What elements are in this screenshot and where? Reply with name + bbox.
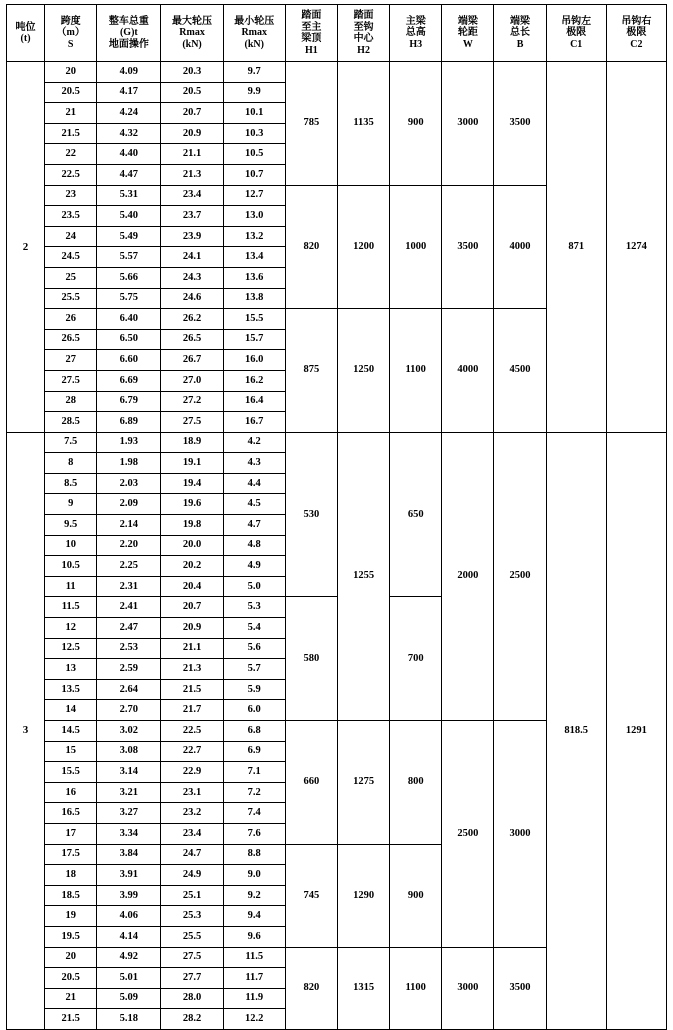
cell-rmin: 13.6 [223,267,285,288]
cell-rmax: 23.9 [161,226,223,247]
cell-h2: 1255 [337,432,389,720]
cell-span: 18 [45,865,97,886]
cell-weight: 5.18 [97,1009,161,1030]
cell-h3: 900 [390,844,442,947]
cell-rmax: 26.5 [161,329,223,350]
cell-weight: 5.57 [97,247,161,268]
cell-rmax: 25.1 [161,885,223,906]
cell-weight: 4.47 [97,164,161,185]
cell-h3: 1100 [390,947,442,1029]
cell-weight: 6.40 [97,309,161,330]
cell-rmin: 10.1 [223,103,285,124]
column-header-line: W [462,38,473,50]
cell-span: 9 [45,494,97,515]
column-header-h3 [390,5,442,62]
cell-span: 8 [45,453,97,474]
cell-weight: 3.08 [97,741,161,762]
column-header-line: 吊钩左 [561,15,592,27]
cell-h1: 875 [285,309,337,433]
cell-span: 21.5 [45,1009,97,1030]
cell-weight: 3.84 [97,844,161,865]
cell-span: 21.5 [45,123,97,144]
cell-span: 17 [45,823,97,844]
column-header-line: 总高 [405,27,426,39]
cell-weight: 1.98 [97,453,161,474]
cell-h3: 650 [390,432,442,597]
header-row [7,5,667,62]
cell-rmin: 13.4 [223,247,285,268]
column-header-line: 地面操作 [108,38,149,50]
cell-tonnage: 3 [7,432,45,1029]
cell-rmax: 27.0 [161,370,223,391]
cell-weight: 4.06 [97,906,161,927]
cell-rmin: 16.0 [223,350,285,371]
cell-rmin: 13.2 [223,226,285,247]
cell-span: 27.5 [45,370,97,391]
column-header-line: 至钩 [353,21,374,33]
cell-rmin: 4.8 [223,535,285,556]
cell-rmax: 25.3 [161,906,223,927]
cell-rmin: 9.4 [223,906,285,927]
cell-rmin: 16.2 [223,370,285,391]
cell-h2: 1250 [337,309,389,433]
cell-rmin: 10.7 [223,164,285,185]
cell-rmin: 12.7 [223,185,285,206]
cell-span: 19 [45,906,97,927]
column-header-line: 主梁 [405,15,426,27]
cell-rmax: 20.7 [161,597,223,618]
column-header-line: 端梁 [510,15,531,27]
cell-span: 8.5 [45,473,97,494]
cell-weight: 3.99 [97,885,161,906]
cell-span: 25.5 [45,288,97,309]
column-header-line: 梁顶 [301,33,322,44]
cell-weight: 3.27 [97,803,161,824]
column-header-rmin [223,5,285,62]
column-header-line: Rmax [179,27,205,39]
cell-weight: 3.34 [97,823,161,844]
cell-h3: 1100 [390,309,442,433]
cell-rmin: 16.4 [223,391,285,412]
cell-w: 2000 [442,432,494,720]
cell-w: 3000 [442,947,494,1029]
cell-weight: 3.21 [97,782,161,803]
column-header-c2 [606,5,666,62]
cell-weight: 5.31 [97,185,161,206]
column-header-line: C1 [570,38,583,50]
cell-h2: 1275 [337,721,389,845]
column-header-line: Rmax [241,27,268,39]
cell-rmax: 19.1 [161,453,223,474]
column-header-line: 极限 [626,27,647,39]
cell-b: 2500 [494,432,546,720]
cell-weight: 4.24 [97,103,161,124]
cell-rmin: 16.7 [223,412,285,433]
cell-rmax: 21.3 [161,659,223,680]
column-header-line: （m） [56,27,85,39]
cell-weight: 5.09 [97,988,161,1009]
cell-rmax: 20.0 [161,535,223,556]
cell-w: 2500 [442,721,494,948]
cell-rmin: 4.7 [223,515,285,536]
cell-weight: 4.14 [97,926,161,947]
cell-weight: 6.79 [97,391,161,412]
cell-rmax: 20.2 [161,556,223,577]
cell-weight: 4.32 [97,123,161,144]
column-header-weight [97,5,161,62]
column-header-line: 踏面 [301,10,322,21]
cell-c1: 871 [546,62,606,433]
column-header-line: H3 [409,38,423,50]
cell-weight: 1.93 [97,432,161,453]
cell-rmax: 25.5 [161,926,223,947]
cell-rmax: 23.7 [161,206,223,227]
cell-rmax: 21.5 [161,679,223,700]
cell-weight: 3.91 [97,865,161,886]
cell-weight: 2.09 [97,494,161,515]
cell-rmax: 20.3 [161,62,223,83]
cell-rmin: 15.7 [223,329,285,350]
cell-rmin: 4.4 [223,473,285,494]
column-header-b [494,5,546,62]
cell-rmin: 10.5 [223,144,285,165]
cell-rmin: 7.1 [223,762,285,783]
cell-rmax: 27.5 [161,412,223,433]
cell-rmin: 11.5 [223,947,285,968]
cell-rmax: 21.3 [161,164,223,185]
cell-rmax: 22.7 [161,741,223,762]
cell-span: 25 [45,267,97,288]
cell-weight: 2.20 [97,535,161,556]
cell-rmax: 24.6 [161,288,223,309]
cell-span: 20.5 [45,82,97,103]
cell-rmax: 18.9 [161,432,223,453]
cell-rmax: 20.5 [161,82,223,103]
cell-rmin: 5.3 [223,597,285,618]
cell-rmin: 4.9 [223,556,285,577]
column-header-line: 轮距 [457,27,478,39]
cell-span: 24.5 [45,247,97,268]
cell-span: 27 [45,350,97,371]
cell-span: 26 [45,309,97,330]
cell-weight: 4.92 [97,947,161,968]
cell-span: 28.5 [45,412,97,433]
cell-span: 10.5 [45,556,97,577]
cell-rmax: 26.2 [161,309,223,330]
column-header-tonnage [7,5,45,62]
cell-h2: 1135 [337,62,389,186]
cell-weight: 2.14 [97,515,161,536]
column-header-h2 [337,5,389,62]
cell-span: 21 [45,988,97,1009]
cell-rmax: 21.1 [161,638,223,659]
cell-rmin: 9.6 [223,926,285,947]
cell-rmax: 28.2 [161,1009,223,1030]
column-header-line: (kN) [244,38,264,50]
cell-span: 20 [45,947,97,968]
cell-span: 16.5 [45,803,97,824]
cell-span: 23.5 [45,206,97,227]
column-header-c1 [546,5,606,62]
cell-rmax: 22.5 [161,721,223,742]
column-header-line: 整车总重 [108,15,149,27]
cell-tonnage: 2 [7,62,45,433]
cell-rmax: 24.9 [161,865,223,886]
cell-h2: 1315 [337,947,389,1029]
cell-rmax: 21.7 [161,700,223,721]
cell-rmin: 7.6 [223,823,285,844]
cell-span: 22 [45,144,97,165]
column-header-line: 跨度 [60,15,81,27]
cell-span: 15 [45,741,97,762]
cell-weight: 4.17 [97,82,161,103]
cell-weight: 6.89 [97,412,161,433]
cell-b: 4500 [494,309,546,433]
cell-weight: 3.02 [97,721,161,742]
column-header-line: 端梁 [457,15,478,27]
cell-h2: 1200 [337,185,389,309]
column-header-rmax [161,5,223,62]
cell-weight: 2.25 [97,556,161,577]
cell-h1: 820 [285,185,337,309]
column-header-line: 吨位 [15,21,36,33]
cell-rmin: 5.9 [223,679,285,700]
column-header-line: 至主 [301,21,322,33]
cell-weight: 5.40 [97,206,161,227]
column-header-line: H1 [305,44,318,56]
cell-rmax: 20.4 [161,576,223,597]
cell-c2: 1274 [606,62,666,433]
column-header-line: 总长 [510,27,531,39]
cell-h1: 785 [285,62,337,186]
cell-weight: 2.53 [97,638,161,659]
cell-span: 13 [45,659,97,680]
cell-rmin: 5.0 [223,576,285,597]
cell-span: 11.5 [45,597,97,618]
column-header-line: H2 [357,44,370,56]
cell-rmin: 7.4 [223,803,285,824]
column-header-line: 最小轮压 [234,15,275,27]
cell-rmax: 23.4 [161,823,223,844]
cell-c2: 1291 [606,432,666,1029]
cell-rmin: 4.5 [223,494,285,515]
cell-h3: 1000 [390,185,442,309]
cell-span: 26.5 [45,329,97,350]
column-header-line: S [67,38,74,50]
cell-rmin: 11.9 [223,988,285,1009]
cell-span: 10 [45,535,97,556]
column-header-line: B [516,38,524,50]
cell-span: 14 [45,700,97,721]
cell-h3: 900 [390,62,442,186]
cell-weight: 6.60 [97,350,161,371]
cell-rmin: 13.0 [223,206,285,227]
cell-rmax: 27.7 [161,968,223,989]
cell-rmax: 23.1 [161,782,223,803]
cell-weight: 5.66 [97,267,161,288]
column-header-line: 踏面 [353,10,374,21]
cell-rmax: 19.6 [161,494,223,515]
table-body [7,62,667,1030]
cell-rmax: 19.8 [161,515,223,536]
cell-span: 22.5 [45,164,97,185]
cell-weight: 2.70 [97,700,161,721]
cell-rmax: 27.5 [161,947,223,968]
cell-rmax: 24.3 [161,267,223,288]
cell-span: 15.5 [45,762,97,783]
cell-h2: 1290 [337,844,389,947]
cell-weight: 2.59 [97,659,161,680]
cell-h1: 530 [285,432,337,597]
column-header-span [45,5,97,62]
cell-span: 19.5 [45,926,97,947]
cell-rmin: 6.8 [223,721,285,742]
cell-span: 12 [45,618,97,639]
cell-w: 3500 [442,185,494,309]
cell-span: 11 [45,576,97,597]
column-header-line: C2 [630,38,643,50]
column-header-w [442,5,494,62]
cell-rmin: 13.8 [223,288,285,309]
cell-weight: 2.64 [97,679,161,700]
cell-rmin: 5.6 [223,638,285,659]
cell-weight: 6.69 [97,370,161,391]
column-header-line: 中心 [353,33,374,44]
table-header [7,5,667,62]
cell-rmin: 6.0 [223,700,285,721]
cell-h1: 580 [285,597,337,721]
cell-rmax: 19.4 [161,473,223,494]
cell-b: 3500 [494,62,546,186]
cell-rmax: 26.7 [161,350,223,371]
table-row [7,62,667,83]
cell-rmin: 5.4 [223,618,285,639]
cell-rmax: 21.1 [161,144,223,165]
cell-weight: 3.14 [97,762,161,783]
cell-weight: 2.03 [97,473,161,494]
cell-span: 16 [45,782,97,803]
cell-rmin: 9.2 [223,885,285,906]
cell-rmin: 9.7 [223,62,285,83]
cell-h3: 700 [390,597,442,721]
cell-rmax: 20.9 [161,618,223,639]
cell-rmin: 9.0 [223,865,285,886]
cell-rmax: 27.2 [161,391,223,412]
cell-rmax: 22.9 [161,762,223,783]
crane-spec-table [6,4,667,1030]
cell-weight: 5.49 [97,226,161,247]
cell-rmin: 15.5 [223,309,285,330]
cell-weight: 4.40 [97,144,161,165]
cell-span: 7.5 [45,432,97,453]
cell-w: 4000 [442,309,494,433]
cell-rmin: 10.3 [223,123,285,144]
column-header-h1 [285,5,337,62]
cell-h1: 745 [285,844,337,947]
cell-weight: 2.47 [97,618,161,639]
cell-span: 23 [45,185,97,206]
cell-rmin: 7.2 [223,782,285,803]
cell-weight: 4.09 [97,62,161,83]
cell-rmax: 20.7 [161,103,223,124]
column-header-line: 极限 [566,27,587,39]
cell-rmax: 24.1 [161,247,223,268]
cell-rmax: 24.7 [161,844,223,865]
cell-c1: 818.5 [546,432,606,1029]
cell-span: 18.5 [45,885,97,906]
cell-weight: 2.31 [97,576,161,597]
column-header-line: (t) [20,33,31,44]
cell-rmax: 23.4 [161,185,223,206]
cell-b: 4000 [494,185,546,309]
cell-weight: 6.50 [97,329,161,350]
cell-span: 14.5 [45,721,97,742]
cell-rmin: 6.9 [223,741,285,762]
cell-rmin: 9.9 [223,82,285,103]
cell-span: 28 [45,391,97,412]
cell-span: 21 [45,103,97,124]
cell-h1: 820 [285,947,337,1029]
cell-weight: 5.01 [97,968,161,989]
cell-b: 3000 [494,721,546,948]
cell-rmax: 23.2 [161,803,223,824]
cell-h3: 800 [390,721,442,845]
cell-span: 20 [45,62,97,83]
cell-h1: 660 [285,721,337,845]
cell-b: 3500 [494,947,546,1029]
table-row [7,432,667,453]
cell-rmax: 20.9 [161,123,223,144]
cell-span: 20.5 [45,968,97,989]
cell-rmin: 12.2 [223,1009,285,1030]
cell-weight: 5.75 [97,288,161,309]
column-header-line: 最大轮压 [172,15,213,27]
cell-w: 3000 [442,62,494,186]
column-header-line: (kN) [182,38,202,50]
cell-weight: 2.41 [97,597,161,618]
cell-rmin: 8.8 [223,844,285,865]
cell-span: 9.5 [45,515,97,536]
cell-rmin: 11.7 [223,968,285,989]
cell-span: 17.5 [45,844,97,865]
column-header-line: 吊钩右 [621,15,652,27]
cell-rmin: 5.7 [223,659,285,680]
cell-span: 13.5 [45,679,97,700]
cell-rmin: 4.2 [223,432,285,453]
cell-span: 12.5 [45,638,97,659]
cell-rmin: 4.3 [223,453,285,474]
cell-span: 24 [45,226,97,247]
column-header-line: (G)t [119,27,138,39]
cell-rmax: 28.0 [161,988,223,1009]
